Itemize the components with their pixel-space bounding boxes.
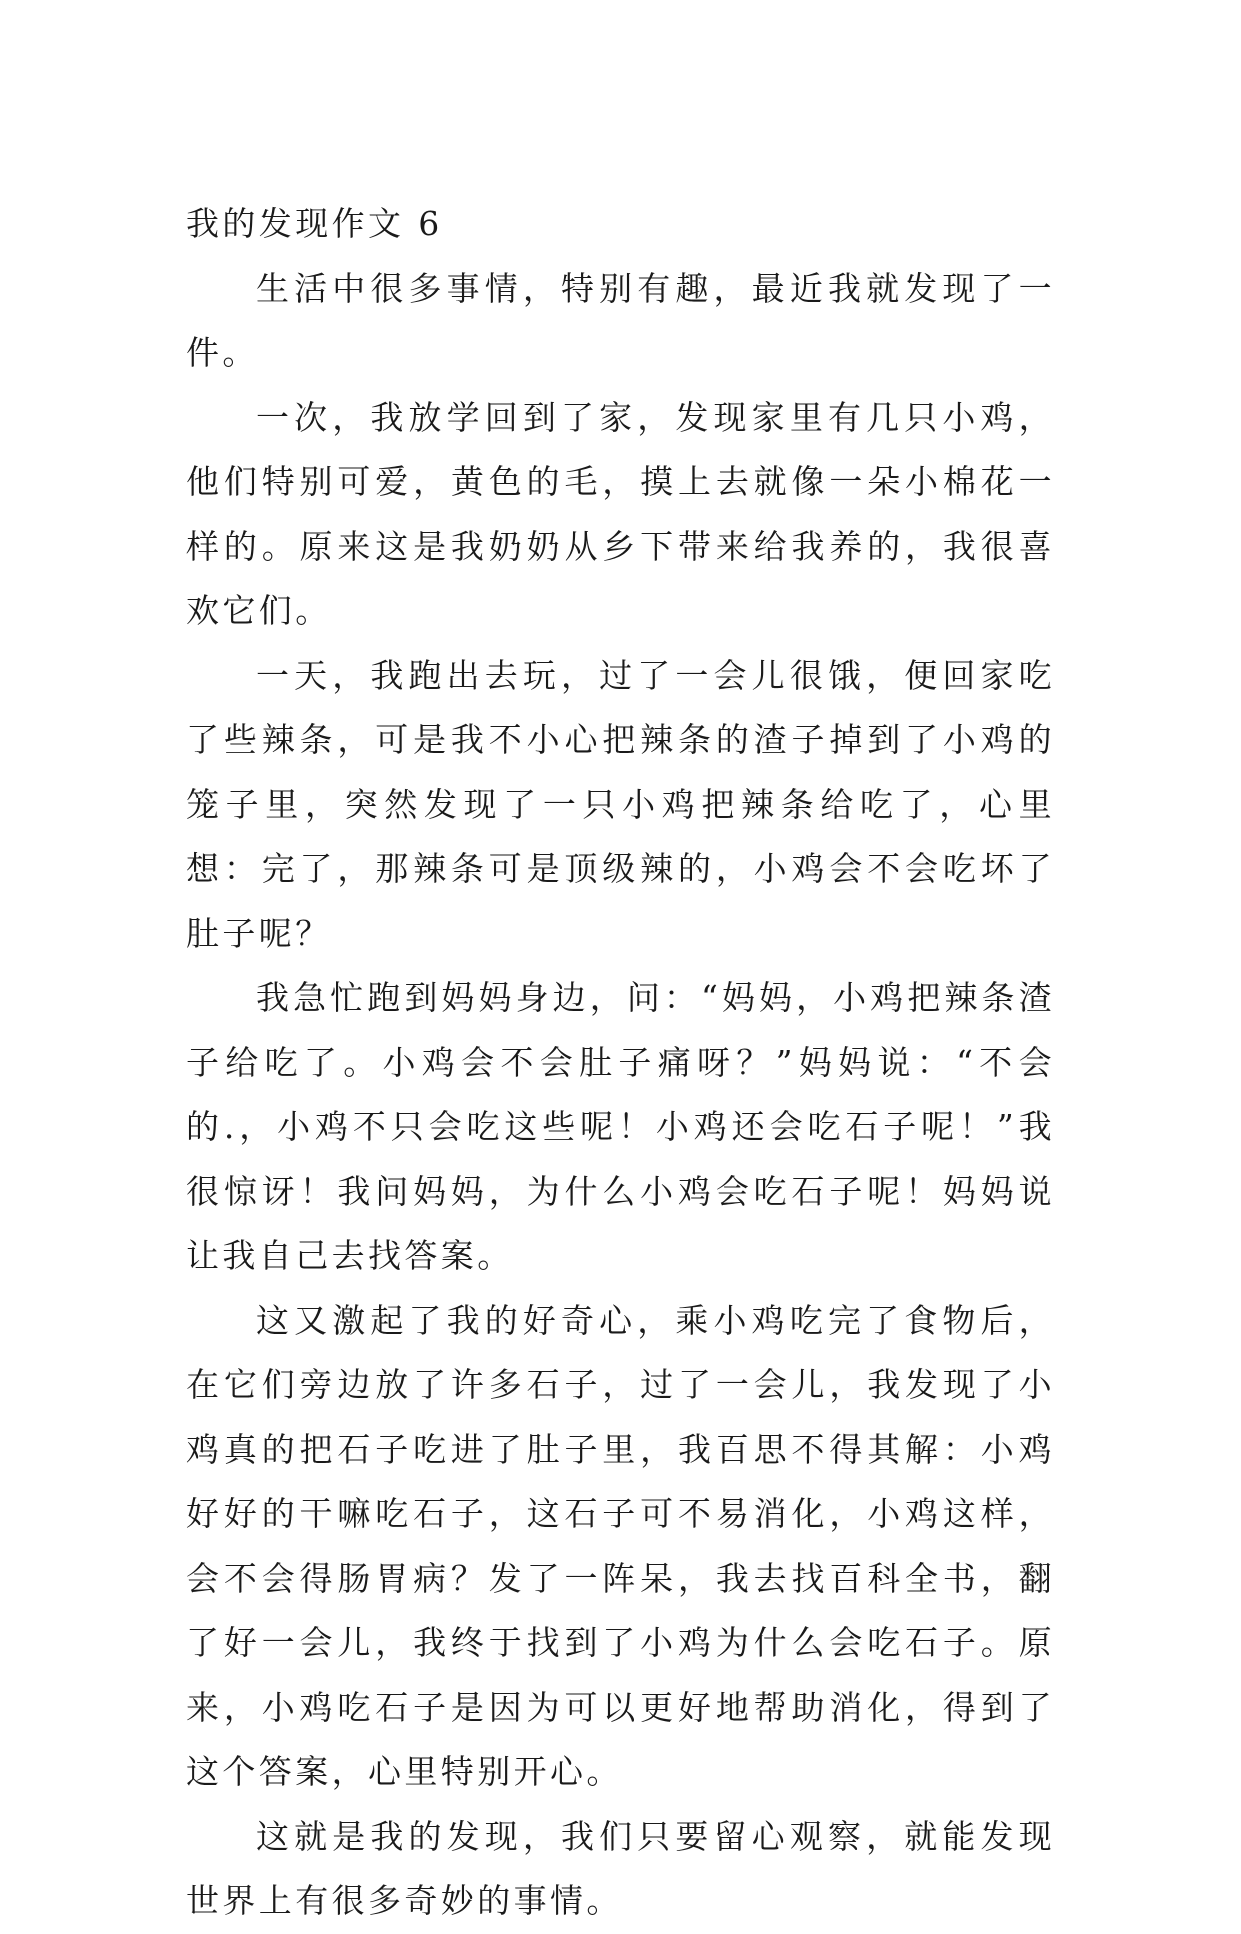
paragraph-2: 一次，我放学回到了家，发现家里有几只小鸡，他们特别可爱，黄色的毛，摸上去就像一朵小棉花一样的。原来这是我奶奶从乡下带来给我养的，我很喜欢它们。: [186, 397, 1055, 630]
paragraph-3: 一天，我跑出去玩，过了一会儿很饿，便回家吃了些辣条，可是我不小心把辣条的渣子掉到了小鸡的笼子里，突然发现了一只小鸡把辣条给吃了，心里想：完了，那辣条可是顶级辣的，小鸡会不会吃坏了肚子呢？: [186, 655, 1055, 953]
document-title: 我的发现作文 6: [186, 204, 443, 243]
document-body: [186, 192, 1055, 1934]
paragraph-6: 这就是我的发现，我们只要留心观察，就能发现世界上有很多奇妙的事情。: [186, 1816, 1055, 1920]
paragraph-1: 生活中很多事情，特别有趣，最近我就发现了一件。: [186, 268, 1055, 372]
paragraph-4: 我急忙跑到妈妈身边，问：“妈妈，小鸡把辣条渣子给吃了。小鸡会不会肚子痛呀？”妈妈说：“不会的.，小鸡不只会吃这些呢！小鸡还会吃石子呢！”我很惊讶！我问妈妈，为什么小鸡会吃石子呢！妈妈说让我自己去找答案。: [186, 978, 1055, 1275]
paragraph-5: 这又激起了我的好奇心，乘小鸡吃完了食物后，在它们旁边放了许多石子，过了一会儿，我发现了小鸡真的把石子吃进了肚子里，我百思不得其解：小鸡好好的干嘛吃石子，这石子可不易消化，小鸡这样，会不会得肠胃病？发了一阵呆，我去找百科全书，翻了好一会儿，我终于找到了小鸡为什么会吃石子。原来，小鸡吃石子是因为可以更好地帮助消化，得到了这个答案，心里特别开心。: [186, 1300, 1055, 1791]
